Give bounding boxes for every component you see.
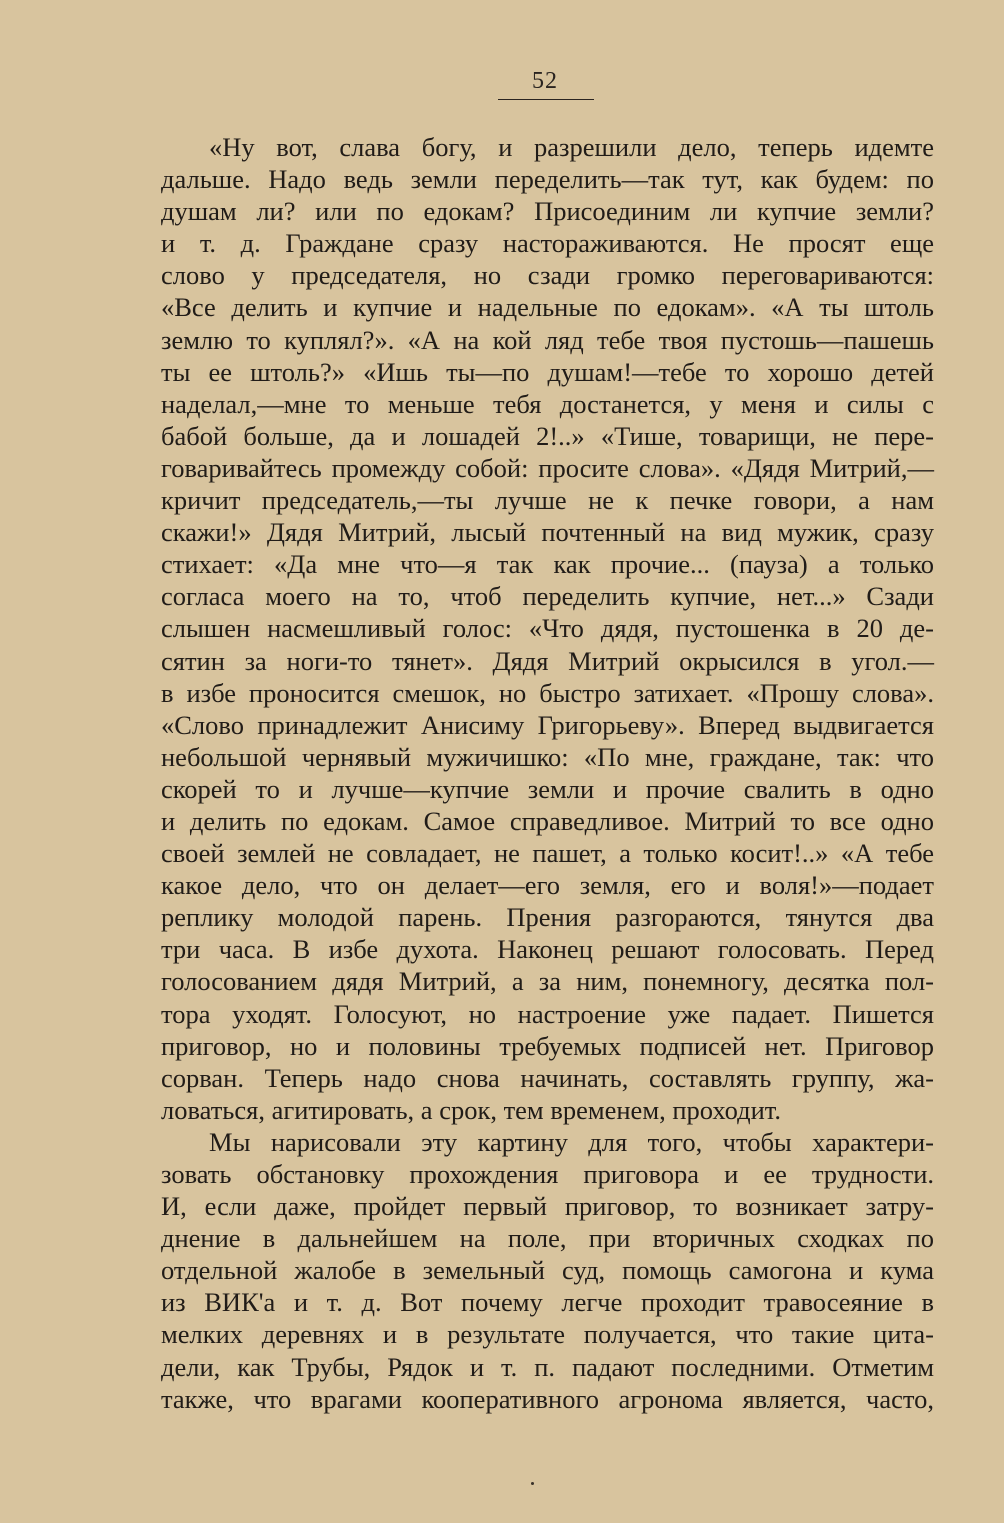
text-line: днение в дальнейшем на поле, при вторичных сходках по [161, 1223, 934, 1254]
text-line: голосованием дядя Митрий, а за ним, понемногу, десятка пол- [161, 966, 934, 997]
text-line: сорван. Теперь надо снова начинать, составлять группу, жа- [161, 1062, 934, 1093]
text-line: И, если даже, пройдет первый приговор, то возникает затру- [161, 1191, 934, 1222]
text-line: «Все делить и купчие и надельные по едокам». «А ты штоль [161, 292, 934, 323]
text-line: ловаться, агитировать, а срок, тем временем, проходит. [161, 1094, 781, 1125]
text-line: зовать обстановку прохождения приговора и ее трудности. [161, 1159, 934, 1189]
text-line: мелких деревнях и в результате получается, что такие цита- [161, 1319, 934, 1350]
text-line: дели, как Трубы, Рядок и т. п. падают последними. Отметим [161, 1351, 934, 1382]
text-line: своей землей не совладает, не пашет, а только косит!..» «А тебе [161, 838, 934, 869]
text-line: наделал,—мне то меньше тебя достанется, у меня и силы с [161, 388, 934, 419]
text-line: какое дело, что он делает—его земля, его и воля!»—подает [161, 870, 934, 901]
text-line: реплику молодой парень. Прения разгораются, тянутся два [161, 902, 934, 933]
text-line: небольшой чернявый мужичишко: «По мне, граждане, так: что [161, 741, 934, 772]
print-speck [531, 1482, 534, 1485]
text-line: приговор, но и половины требуемых подписей нет. Приговор [161, 1030, 934, 1061]
text-line: дальше. Надо ведь земли переделить—так тут, как будем: по [161, 164, 934, 195]
text-line: также, что врагами кооперативного агронома является, часто, [161, 1383, 934, 1414]
text-line: скорей то и лучше—купчие земли и прочие свалить в одно [161, 773, 934, 804]
text-line: слово у председателя, но сзади громко переговариваются: [161, 260, 934, 291]
text-line: кричит председатель,—ты лучше не к печке говори, а нам [161, 485, 934, 516]
text-line: бабой больше, да и лошадей 2!..» «Тише, товарищи, не пере- [161, 420, 934, 451]
paragraph-2 [161, 1126, 934, 1415]
page-number-rule [498, 99, 594, 100]
paragraph-1 [161, 131, 934, 1126]
text-line: и т. д. Граждане сразу настораживаются. Не просят еще [161, 228, 934, 259]
text-line: из ВИК'а и т. д. Вот почему легче проходит травосеяние в [161, 1287, 934, 1318]
text-line: душам ли? или по едокам? Присоединим ли купчие земли? [161, 196, 934, 227]
text-line: тора уходят. Голосуют, но настроение уже падает. Пишется [161, 998, 934, 1029]
text-line: отдельной жалобе в земельный суд, помощь самогона и кума [161, 1255, 934, 1286]
text-line: стихает: «Да мне что—я так как прочие... (пауза) а только [161, 549, 934, 580]
text-line: говаривайтесь промежду собой: просите слова». «Дядя Митрий,— [161, 452, 934, 483]
text-line: «Ну вот, слава богу, и разрешили дело, теперь идемте [209, 132, 934, 162]
text-line: в избе проносится смешок, но быстро затихает. «Прошу слова». [161, 677, 934, 708]
text-line: согласа моего на то, чтоб переделить купчие, нет...» Сзади [161, 581, 934, 612]
text-line: «Слово принадлежит Анисиму Григорьеву». Вперед выдвигается [161, 709, 934, 740]
text-line: ты ее штоль?» «Ишь ты—по душам!—тебе то хорошо детей [161, 356, 934, 387]
body-text [161, 131, 934, 1415]
text-line: землю то куплял?». «А на кой ляд тебе твоя пустошь—пашешь [161, 324, 934, 355]
text-line: сятин за ноги-то тянет». Дядя Митрий окрысился в угол.— [161, 645, 934, 676]
page-number: 52 [532, 68, 558, 94]
text-line: слышен насмешливый голос: «Что дядя, пустошенка в 20 де- [161, 613, 934, 644]
text-line: и делить по едокам. Самое справедливое. Митрий то все одно [161, 805, 934, 836]
text-line: три часа. В избе духота. Наконец решают голосовать. Перед [161, 934, 934, 965]
text-line: скажи!» Дядя Митрий, лысый почтенный на вид мужик, сразу [161, 517, 934, 548]
text-line: Мы нарисовали эту картину для того, чтобы характери- [209, 1126, 934, 1157]
